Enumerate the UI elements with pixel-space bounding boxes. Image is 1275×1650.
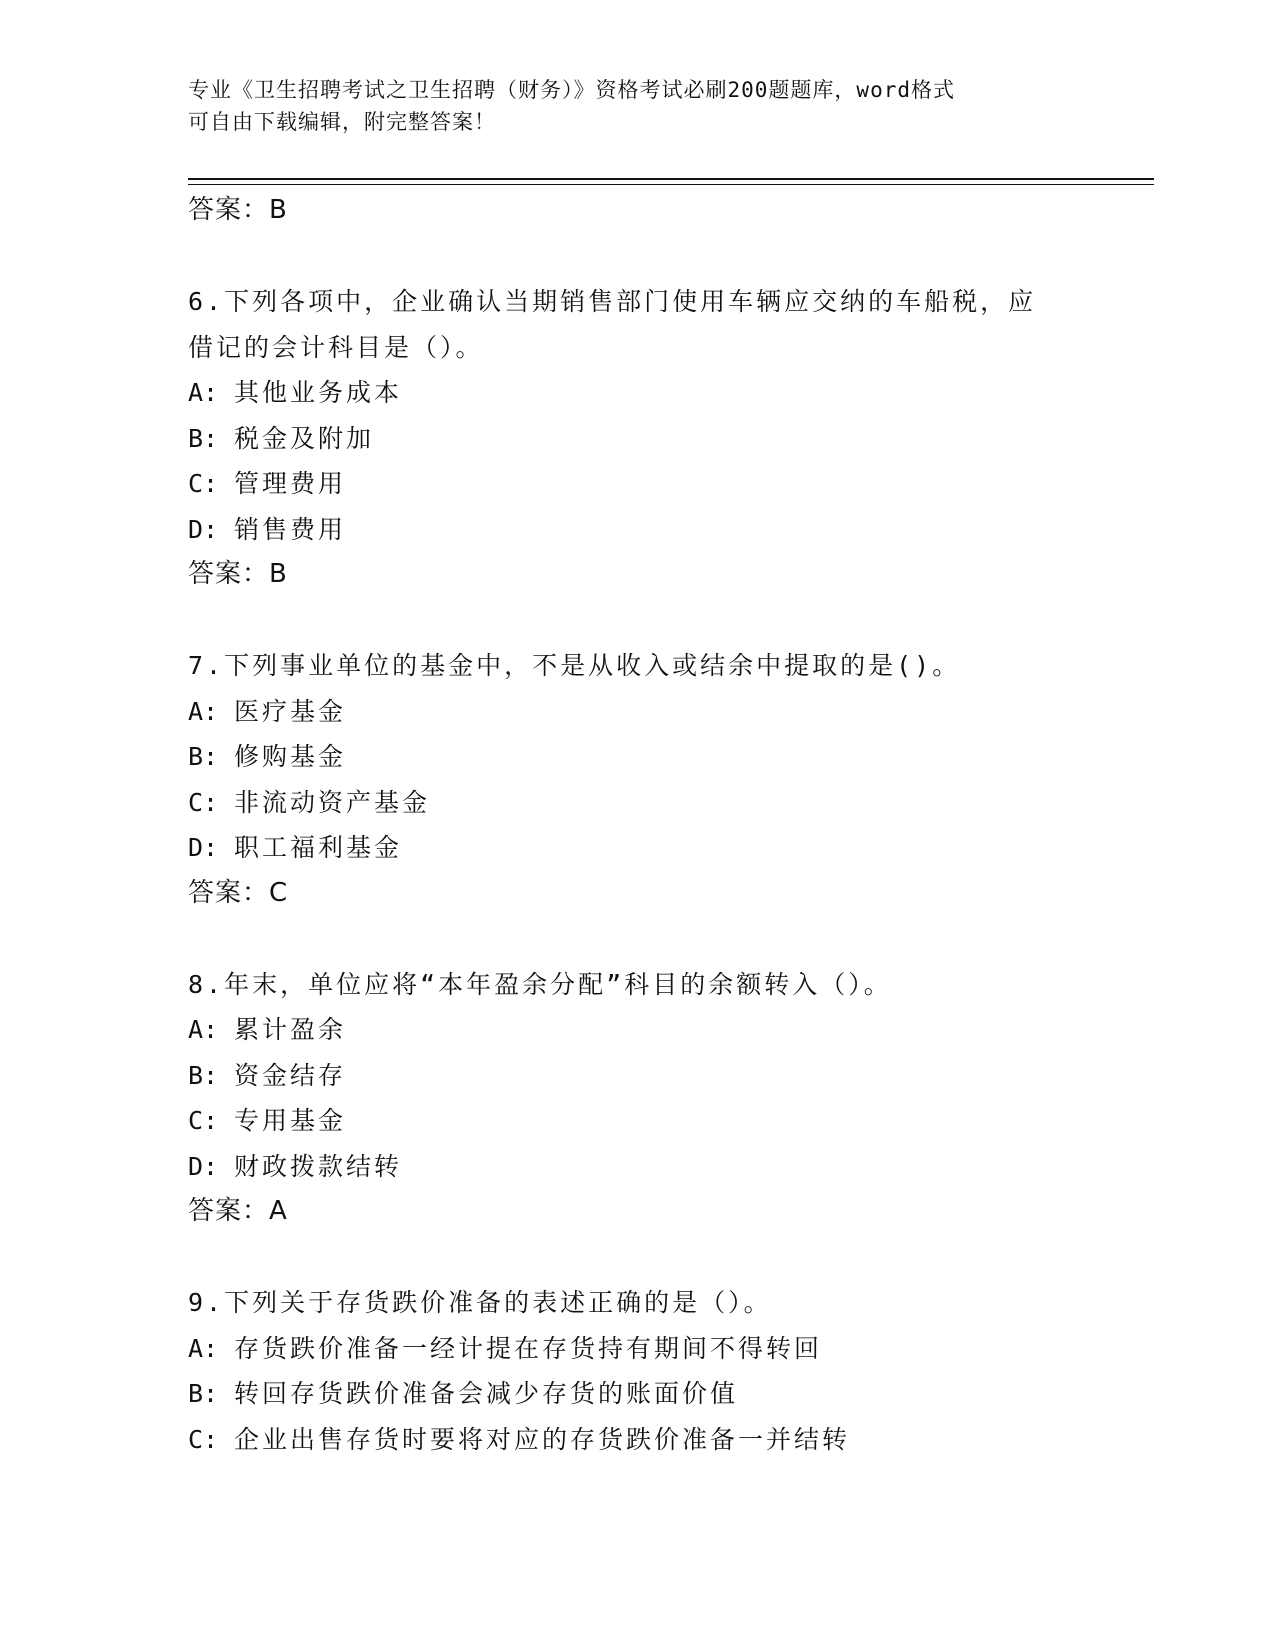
spacer — [188, 234, 1088, 280]
question-stem: 7.下列事业单位的基金中，不是从收入或结余中提取的是()。 — [188, 651, 961, 680]
option-a — [188, 1326, 1088, 1372]
header-line-2: 可自由下载编辑，附完整答案！ — [188, 110, 496, 134]
question-stem: 8.年末，单位应将“本年盈余分配”科目的余额转入（）。 — [188, 969, 892, 999]
spacer — [188, 916, 1088, 962]
option-text: 修购基金 — [234, 742, 347, 771]
option-text: 税金及附加 — [234, 423, 375, 453]
question-block — [188, 962, 1088, 1235]
option-label: C: — [188, 1106, 219, 1135]
header-rule-thick — [188, 178, 1154, 180]
option-b — [188, 1371, 1088, 1417]
option-d — [188, 507, 1088, 553]
option-c — [188, 461, 1088, 507]
option-b — [188, 734, 1088, 780]
question-block — [188, 279, 1088, 598]
header-rule-thin — [188, 184, 1154, 185]
option-label: C: — [188, 787, 219, 817]
option-text: 资金结存 — [234, 1060, 347, 1090]
option-c — [188, 1098, 1088, 1144]
answer-line: 答案：B — [188, 559, 288, 589]
option-text: 财政拨款结转 — [234, 1151, 403, 1181]
option-label: B: — [188, 1379, 219, 1408]
option-label: B: — [188, 1060, 219, 1090]
option-label: A: — [188, 378, 219, 407]
option-d — [188, 825, 1088, 871]
question-content — [188, 188, 1088, 1462]
answer-line: 答案：C — [188, 877, 289, 908]
option-text: 职工福利基金 — [234, 833, 403, 862]
answer-line: 答案：A — [188, 1196, 288, 1226]
option-b — [188, 416, 1088, 462]
option-label: B: — [188, 423, 219, 453]
option-label: D: — [188, 514, 219, 544]
option-text: 医疗基金 — [234, 696, 347, 726]
option-text: 存货跌价准备一经计提在存货持有期间不得转回 — [234, 1333, 823, 1363]
page-header — [188, 74, 1088, 138]
option-label: A: — [188, 1015, 219, 1044]
header-line-1: 专业《卫生招聘考试之卫生招聘（财务）》资格考试必刷200题题库，word格式 — [188, 78, 955, 102]
question-stem: 6.下列各项中，企业确认当期销售部门使用车辆应交纳的车船税，应 — [188, 287, 1037, 316]
option-c — [188, 1417, 1088, 1463]
question-block — [188, 643, 1088, 916]
option-label: D: — [188, 833, 219, 862]
option-d — [188, 1144, 1088, 1190]
question-block — [188, 1280, 1088, 1462]
option-label: C: — [188, 469, 219, 498]
option-a — [188, 370, 1088, 416]
spacer — [188, 1235, 1088, 1281]
spacer — [188, 598, 1088, 644]
option-label: A: — [188, 696, 219, 726]
option-label: C: — [188, 1424, 219, 1454]
option-label: D: — [188, 1151, 219, 1181]
option-text: 累计盈余 — [234, 1015, 347, 1044]
option-text: 专用基金 — [234, 1106, 347, 1135]
option-b — [188, 1053, 1088, 1099]
option-label: B: — [188, 742, 219, 771]
option-text: 管理费用 — [234, 469, 347, 498]
option-text: 销售费用 — [234, 514, 347, 544]
option-text: 转回存货跌价准备会减少存货的账面价值 — [234, 1379, 739, 1408]
answer-line: 答案：B — [188, 195, 288, 225]
option-text: 企业出售存货时要将对应的存货跌价准备一并结转 — [234, 1424, 851, 1454]
question-stem: 9.下列关于存货跌价准备的表述正确的是（）。 — [188, 1288, 772, 1317]
option-label: A: — [188, 1333, 219, 1363]
option-a — [188, 689, 1088, 735]
question-stem-continued: 借记的会计科目是（）。 — [188, 332, 484, 362]
option-c — [188, 780, 1088, 826]
option-a — [188, 1007, 1088, 1053]
option-text: 非流动资产基金 — [234, 787, 431, 817]
option-text: 其他业务成本 — [234, 378, 403, 407]
